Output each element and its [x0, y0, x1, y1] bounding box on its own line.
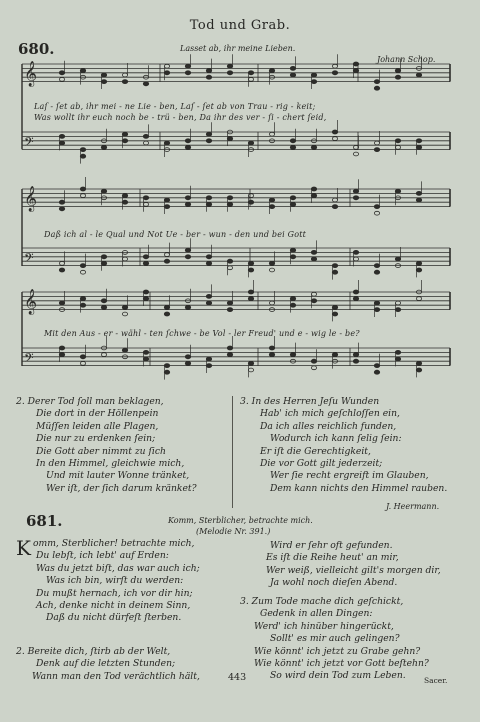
note-head [185, 139, 190, 143]
note-head [206, 75, 211, 79]
verse-line: Gedenk in allen Dingen: [260, 608, 373, 620]
note-head [290, 73, 295, 77]
note-head [143, 255, 148, 259]
hymn-680-composer: Johann Schop. [377, 55, 436, 64]
note-head [332, 353, 337, 357]
note-head [269, 198, 274, 202]
verse-line: Du lebſt, ich lebt' auf Erden: [36, 550, 169, 562]
note-head [206, 301, 211, 305]
note-head [59, 78, 64, 82]
note-head [80, 264, 85, 268]
lyrics-system1-line1: Laſ - ſet ab, ihr mei - ne Lie - ben, Laſ - ſet ab von Trau - rig - keit; [34, 102, 316, 111]
note-head [290, 146, 295, 150]
note-head [395, 351, 400, 355]
note-head [332, 137, 337, 141]
note-head [395, 301, 400, 305]
note-head [395, 139, 400, 143]
note-head [374, 264, 379, 268]
note-head [206, 139, 211, 143]
note-head [59, 262, 64, 266]
verse-line: 3. In des Herren Jeſu Wunden [240, 396, 380, 407]
note-head [122, 80, 127, 84]
note-head [206, 357, 211, 361]
verse-line: 3. Zum Tode mache dich geſchickt, [240, 596, 404, 607]
hymn-681-melody-ref: (Melodie Nr. 391.) [196, 527, 271, 536]
note-head [395, 357, 400, 361]
note-head [332, 312, 337, 316]
note-head [353, 290, 358, 294]
note-head [122, 194, 127, 198]
treble-clef-icon: 𝄞 [24, 61, 38, 87]
verse-line: Wie könnt' ich jetzt vor Gott beſtehn? [254, 658, 429, 670]
note-head [332, 64, 337, 68]
note-head [332, 205, 337, 209]
note-head [416, 192, 421, 196]
note-head [290, 303, 295, 307]
note-head [206, 364, 211, 368]
note-head [185, 203, 190, 207]
note-head [164, 253, 169, 257]
note-head [332, 270, 337, 274]
verse-line: In den Himmel, gleichwie mich, [36, 458, 185, 470]
note-head [206, 196, 211, 200]
verse-line: Wie könnt' ich jetzt zu Grabe gehn? [254, 645, 421, 657]
note-head [269, 268, 274, 272]
note-head [269, 262, 274, 266]
note-head [416, 362, 421, 366]
note-head [143, 82, 148, 86]
note-head [248, 262, 253, 266]
note-head [416, 297, 421, 301]
verse-line: 2. Bereite dich, ſtirb ab der Welt, [16, 646, 171, 657]
verse-line: Und mit lauter Wonne tränket, [46, 470, 190, 482]
note-head [185, 196, 190, 200]
note-head [185, 71, 190, 75]
note-head [353, 297, 358, 301]
note-head [227, 308, 232, 312]
note-head [143, 141, 148, 145]
note-head [290, 67, 295, 71]
note-head [290, 139, 295, 143]
note-head [269, 301, 274, 305]
note-head [206, 203, 211, 207]
note-head [206, 69, 211, 73]
note-head [185, 146, 190, 150]
verse-line: Denk auf die letzten Stunden; [36, 658, 176, 670]
note-head [227, 196, 232, 200]
note-head [206, 132, 211, 136]
note-head [416, 73, 421, 77]
note-head [101, 299, 106, 303]
note-head [227, 64, 232, 68]
note-head [416, 198, 421, 202]
note-head [248, 368, 253, 372]
note-head [374, 148, 379, 152]
note-head [185, 248, 190, 252]
verse-line: Ja wohl noch dieſen Abend. [270, 577, 398, 589]
note-head [374, 364, 379, 368]
note-head [395, 69, 400, 73]
note-head [59, 141, 64, 145]
note-head [122, 132, 127, 136]
note-head [374, 80, 379, 84]
note-head [206, 255, 211, 259]
note-head [185, 306, 190, 310]
note-head [101, 189, 106, 193]
note-head [227, 203, 232, 207]
note-head [416, 146, 421, 150]
hymn-680-verse-2 [16, 396, 197, 495]
note-head [164, 312, 169, 316]
note-head [227, 346, 232, 350]
note-head [374, 270, 379, 274]
note-head [59, 301, 64, 305]
note-head [227, 71, 232, 75]
note-head [311, 194, 316, 198]
hymn-681-tune: Komm, Sterblicher, betrachte mich. [168, 516, 313, 525]
note-head [227, 137, 232, 141]
note-head [374, 370, 379, 374]
note-head [395, 146, 400, 150]
lyrics-system2: Daß ich al - le Qual und Not Ue - ber - wun - den und bei Gott [44, 230, 307, 239]
note-head [185, 362, 190, 366]
note-head [332, 264, 337, 268]
note-head [395, 257, 400, 261]
note-head [143, 290, 148, 294]
note-head [164, 71, 169, 75]
note-head [164, 306, 169, 310]
note-head [101, 255, 106, 259]
hymn-681-verse-1 [16, 538, 200, 625]
hymn-681-verse-3 [240, 596, 429, 683]
note-head [80, 187, 85, 191]
bass-clef-icon: 𝄢 [24, 350, 34, 369]
note-head [416, 139, 421, 143]
note-head [59, 268, 64, 272]
note-head [227, 353, 232, 357]
note-head [374, 205, 379, 209]
note-head [80, 148, 85, 152]
verse-line: Ach, denke nicht in deinem Sinn, [36, 600, 191, 612]
note-head [101, 306, 106, 310]
note-head [374, 141, 379, 145]
note-head [80, 303, 85, 307]
note-head [101, 146, 106, 150]
verse-line: 2. Derer Tod ſoll man beklagen, [16, 396, 164, 407]
verse-line: So wird dein Tod zum Leben. [270, 670, 406, 682]
verse-line: Was ich bin, wirſt du werden: [46, 575, 184, 587]
bass-clef-icon: 𝄢 [24, 134, 34, 153]
note-head [143, 196, 148, 200]
note-head [311, 257, 316, 261]
note-head [416, 368, 421, 372]
note-head [269, 132, 274, 136]
note-head [332, 306, 337, 310]
note-head [416, 268, 421, 272]
hymn-680-tune: Lasset ab, ihr meine Lieben. [180, 44, 296, 53]
note-head [290, 196, 295, 200]
verse-line: Es iſt die Reihe heut' an mir, [266, 552, 399, 564]
note-head [311, 359, 316, 363]
note-head [143, 297, 148, 301]
note-head [143, 135, 148, 139]
note-head [164, 370, 169, 374]
verse-line: Da ich alles reichlich funden, [260, 420, 397, 432]
note-head [80, 194, 85, 198]
lyrics-system1-line2: Was wollt ihr euch noch be - trü - ben, Da ihr des ver - ſi - chert ſeid, [34, 113, 327, 122]
note-head [122, 312, 127, 316]
note-head [227, 266, 232, 270]
note-head [311, 366, 316, 370]
note-head [59, 135, 64, 139]
hymn-number-681: 681. [26, 512, 63, 530]
note-head [164, 198, 169, 202]
column-divider [232, 396, 233, 508]
note-head [311, 251, 316, 255]
note-head [332, 130, 337, 134]
note-head [164, 141, 169, 145]
note-head [353, 69, 358, 73]
note-head [290, 353, 295, 357]
note-head [374, 301, 379, 305]
verse-line: Wodurch ich kann ſelig ſein: [270, 433, 402, 445]
note-head [290, 255, 295, 259]
hymn-680-verse-3 [240, 396, 447, 495]
note-head [269, 69, 274, 73]
note-head [311, 299, 316, 303]
verse-line: Die nur zu erdenken ſein; [36, 433, 156, 445]
note-head [59, 200, 64, 204]
verse-line: Die dort in der Höllenpein [36, 408, 159, 420]
note-head [248, 290, 253, 294]
note-head [185, 255, 190, 259]
note-head [353, 257, 358, 261]
note-head [374, 211, 379, 215]
note-head [290, 203, 295, 207]
note-head [185, 355, 190, 359]
treble-clef-icon: 𝄞 [24, 289, 38, 315]
note-head [80, 297, 85, 301]
note-head [374, 308, 379, 312]
note-head [353, 353, 358, 357]
note-head [59, 207, 64, 211]
note-head [206, 262, 211, 266]
note-head [248, 78, 253, 82]
note-head [164, 64, 169, 68]
note-head [227, 259, 232, 263]
note-head [353, 152, 358, 156]
note-head [122, 139, 127, 143]
note-head [227, 301, 232, 305]
verse-line: omm, Sterblicher! betrachte mich, [32, 538, 195, 549]
treble-clef-icon: 𝄞 [24, 186, 38, 212]
note-head [290, 248, 295, 252]
verse-line: Hab' ich mich geſchloſſen ein, [260, 408, 400, 420]
note-head [164, 364, 169, 368]
note-head [395, 75, 400, 79]
note-head [353, 359, 358, 363]
note-head [353, 251, 358, 255]
verse-line: Wer weiß, vielleicht gilt's morgen dir, [266, 564, 441, 576]
note-head [290, 297, 295, 301]
note-head [332, 71, 337, 75]
verse-line: Sollt' es mir auch gelingen? [270, 633, 400, 645]
note-head [101, 80, 106, 84]
verse-line: Die Gott aber nimmt zu ſich [36, 445, 166, 457]
note-head [353, 62, 358, 66]
note-head [143, 262, 148, 266]
section-title: Tod und Grab. [189, 18, 291, 33]
note-head [416, 262, 421, 266]
bass-clef-icon: 𝄢 [24, 250, 34, 269]
verse-line: Wer ſie recht ergreift im Glauben, [270, 470, 429, 482]
verse-line: Wann man den Tod verächtlich hält, [32, 670, 200, 682]
verse-line: Werd' ich hinüber hingerückt, [254, 620, 394, 632]
note-head [311, 80, 316, 84]
drop-cap: K [16, 536, 31, 560]
note-head [269, 353, 274, 357]
note-head [353, 196, 358, 200]
note-head [248, 268, 253, 272]
note-head [143, 351, 148, 355]
note-head [80, 69, 85, 73]
verse-line: Er iſt die Gerechtigkeit, [260, 445, 371, 457]
note-head [269, 346, 274, 350]
note-head [311, 187, 316, 191]
lyrics-system3: Mit den Aus - er - wähl - ten ſchwe - be Vol - ler Freud' und e - wig le - be? [44, 329, 360, 338]
note-head [122, 73, 127, 77]
note-head [122, 348, 127, 352]
note-head [248, 200, 253, 204]
note-head [101, 353, 106, 357]
note-head [269, 205, 274, 209]
note-head [353, 189, 358, 193]
verse-line: Du mußt hernach, ich vor dir hin; [36, 587, 193, 599]
verse-line: Wer iſt, der ſich darum kränket? [46, 482, 197, 494]
verse-line: Daß du nicht dürfeſt ſterben. [46, 612, 182, 624]
note-head [248, 194, 253, 198]
note-head [59, 71, 64, 75]
note-head [122, 200, 127, 204]
hymn-680-verse-author: J. Heermann. [386, 502, 440, 511]
verse-line: Müſſen leiden alle Plagen, [36, 420, 159, 432]
hymn-number-680: 680. [18, 40, 55, 58]
note-head [185, 64, 190, 68]
verse-line: Dem kann nichts den Himmel rauben. [270, 482, 448, 494]
note-head [80, 355, 85, 359]
note-head [122, 306, 127, 310]
note-head [122, 257, 127, 261]
note-head [248, 297, 253, 301]
page-number: 443 [228, 672, 247, 683]
verse-line: Die vor Gott gilt jederzeit; [260, 458, 383, 470]
note-head [332, 198, 337, 202]
note-head [248, 141, 253, 145]
note-head [80, 362, 85, 366]
verse-line: Was du jetzt biſt, das war auch ich; [36, 562, 200, 574]
note-head [311, 292, 316, 296]
note-head [311, 146, 316, 150]
note-head [374, 86, 379, 90]
note-head [164, 205, 169, 209]
note-head [59, 346, 64, 350]
hymn-681-verse-2 [16, 646, 200, 683]
note-head [206, 295, 211, 299]
note-head [59, 353, 64, 357]
hymn-681-verse-1-continued [246, 540, 441, 590]
note-head [395, 308, 400, 312]
note-head [80, 154, 85, 158]
note-head [248, 362, 253, 366]
note-head [311, 73, 316, 77]
note-head [101, 73, 106, 77]
verse-line: Wird er ſehr oft gefunden. [270, 540, 393, 551]
note-head [164, 259, 169, 263]
note-head [248, 71, 253, 75]
hymn-681-verse-author: Sacer. [424, 676, 448, 685]
note-head [143, 203, 148, 207]
note-head [395, 189, 400, 193]
note-head [143, 357, 148, 361]
note-head [80, 270, 85, 274]
note-head [101, 262, 106, 266]
